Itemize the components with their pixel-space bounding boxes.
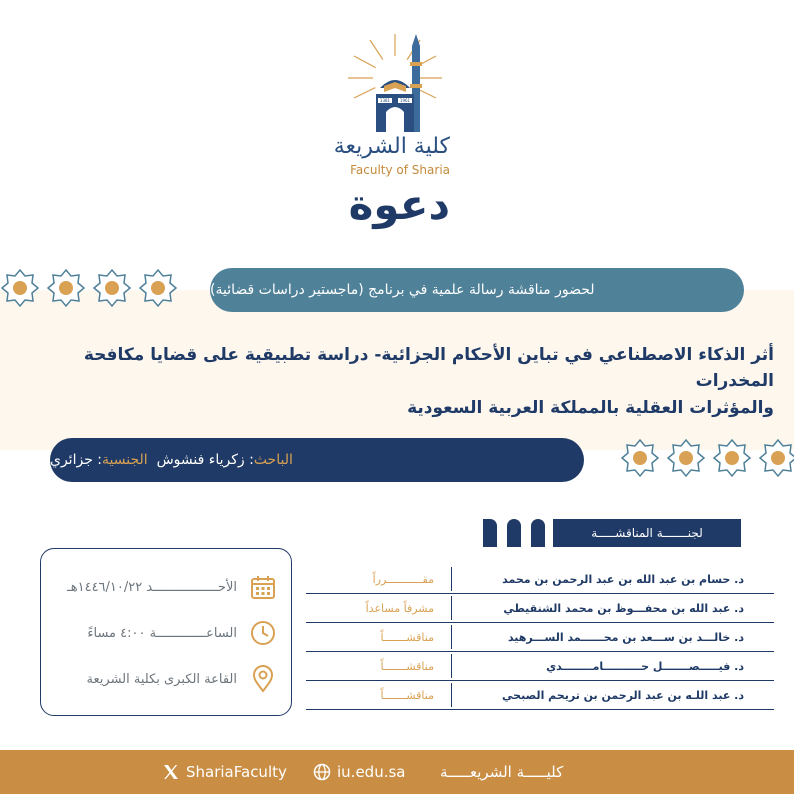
event-location-row	[41, 659, 293, 699]
decorative-stars-top	[0, 268, 178, 308]
decorative-stars-middle	[620, 438, 794, 478]
footer-faculty	[440, 750, 592, 794]
member-role: مشرفاً مساعداً	[365, 601, 434, 615]
thesis-title-line-2: والمؤثرات العقلية بالمملكة العربية السعودية	[407, 397, 774, 418]
event-time: الساعـــــــــــــة ٤:٠٠ مساءً	[87, 625, 237, 641]
member-role: مناقشـــــــاً	[380, 630, 434, 644]
member-role: مناقشـــــــاً	[380, 688, 434, 702]
star-ornament-icon	[758, 438, 794, 478]
program-pill-text: لحضور مناقشة رسالة علمية في برنامج (ماجستير دراسات قضائية)	[210, 282, 595, 298]
committee-member-row	[306, 594, 774, 623]
member-role: مناقشـــــــاً	[380, 659, 434, 673]
member-divider	[451, 654, 452, 678]
faculty-name-english: Faculty of Sharia	[350, 163, 450, 177]
committee-member-row	[306, 623, 774, 652]
member-divider	[451, 567, 452, 591]
member-name: د. فيـــــصـــــــل حــــــــــامــــــــدي	[546, 659, 744, 673]
star-ornament-icon	[46, 268, 86, 308]
location-pin-icon	[249, 665, 277, 693]
event-location: القاعة الكبرى بكلية الشريعة	[86, 671, 237, 687]
star-ornament-icon	[712, 438, 752, 478]
researcher-label: الباحث	[253, 452, 293, 468]
researcher-name: : زكرياء فنشوش	[156, 452, 254, 468]
star-ornament-icon	[0, 268, 40, 308]
member-name: د. عبد اللـه بن عبد الرحمن بن تريحم الصبحي	[502, 688, 744, 702]
university-logo	[340, 28, 450, 140]
event-date-row	[41, 567, 293, 607]
member-divider	[451, 596, 452, 620]
nationality-label: الجنسية	[102, 452, 148, 468]
star-ornament-icon	[620, 438, 660, 478]
committee-member-row	[306, 652, 774, 681]
x-twitter-icon	[162, 763, 180, 781]
footer-website[interactable]	[313, 750, 405, 794]
calendar-icon	[249, 573, 277, 601]
thesis-title-line-1: أثر الذكاء الاصطناعي في تباين الأحكام الجزائية- دراسة تطبيقية على قضايا مكافحة المخدرات	[83, 345, 774, 392]
program-pill	[210, 268, 744, 312]
svg-text:1381: 1381	[379, 98, 391, 103]
committee-decorative-bars	[483, 519, 545, 547]
footer-twitter[interactable]	[162, 750, 287, 794]
member-divider	[451, 625, 452, 649]
event-info-box	[40, 548, 292, 716]
footer-faculty-name: كليـــــة الشريعـــــة	[440, 763, 564, 781]
member-name: د. حسام بن عبد الله بن عبد الرحمن بن محمد	[502, 572, 744, 586]
committee-member-row	[306, 565, 774, 594]
star-ornament-icon	[138, 268, 178, 308]
event-date: الأحـــــــــــــــــد ١٤٤٦/١٠/٢٢هـ	[66, 579, 237, 595]
twitter-handle: ShariaFaculty	[186, 763, 287, 781]
clock-icon	[249, 619, 277, 647]
member-divider	[451, 683, 452, 707]
faculty-name-arabic: كلية الشريعة	[333, 134, 450, 159]
footer-bar	[0, 750, 794, 794]
committee-member-row	[306, 681, 774, 710]
svg-text:1961: 1961	[399, 98, 411, 103]
decorative-bar	[531, 519, 545, 547]
star-ornament-icon	[666, 438, 706, 478]
member-name: د. عبد الله بن محفـــوظ بن محمد الشنقيطي	[503, 601, 744, 615]
invitation-heading: دعوة	[348, 180, 450, 229]
committee-members-list	[306, 565, 774, 710]
star-ornament-icon	[92, 268, 132, 308]
event-time-row	[41, 613, 293, 653]
nationality-value: : جزائري	[50, 452, 103, 468]
member-role: مقـــــــــــرراً	[372, 572, 434, 586]
committee-heading: لجنـــــــة المناقشـــــة	[553, 519, 741, 547]
globe-icon	[313, 763, 331, 781]
decorative-bar	[483, 519, 497, 547]
researcher-pill	[50, 438, 584, 482]
website-url: iu.edu.sa	[337, 763, 406, 781]
decorative-bar	[507, 519, 521, 547]
thesis-title	[20, 342, 774, 421]
member-name: د. خالـــد بن ســـعد بن محــــــمد الســـرهيد	[507, 630, 744, 644]
